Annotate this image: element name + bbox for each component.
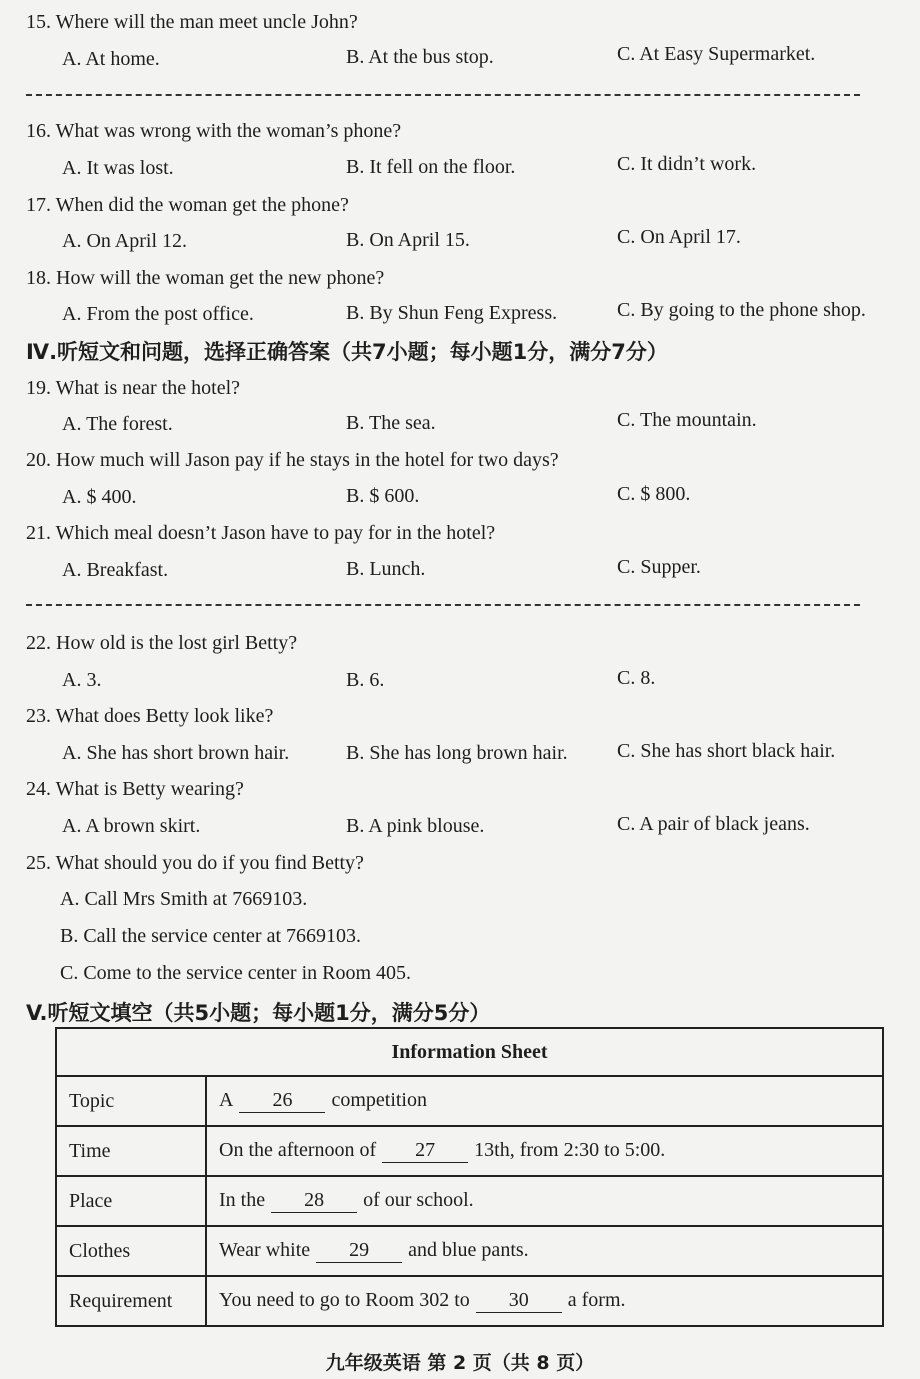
option-22a: A. 3. <box>62 669 102 691</box>
table-row <box>56 1076 883 1126</box>
option-17a: A. On April 12. <box>62 230 187 252</box>
question-15: 15. Where will the man meet uncle John? <box>26 11 358 33</box>
row-label: Clothes <box>56 1226 206 1276</box>
text-before-blank: On the afternoon of <box>219 1139 377 1161</box>
option-25a: A. Call Mrs Smith at 7669103. <box>60 888 308 910</box>
option-23c: C. She has short black hair. <box>617 740 836 762</box>
option-21a: A. Breakfast. <box>62 559 169 581</box>
option-18c: C. By going to the phone shop. <box>617 299 866 321</box>
text-after-blank: and blue pants. <box>408 1239 529 1261</box>
blank-29: 29 <box>316 1239 402 1263</box>
blank-30: 30 <box>476 1289 562 1313</box>
information-sheet-table <box>55 1027 884 1327</box>
question-23: 23. What does Betty look like? <box>26 705 274 727</box>
row-label: Topic <box>56 1076 206 1126</box>
option-17b: B. On April 15. <box>346 229 470 251</box>
option-21b: B. Lunch. <box>346 558 426 580</box>
question-24: 24. What is Betty wearing? <box>26 778 244 800</box>
option-22c: C. 8. <box>617 667 656 689</box>
option-19a: A. The forest. <box>62 413 173 435</box>
option-16c: C. It didn’t work. <box>617 153 757 175</box>
question-18: 18. How will the woman get the new phone? <box>26 267 385 289</box>
question-19: 19. What is near the hotel? <box>26 377 241 399</box>
question-21: 21. Which meal doesn’t Jason have to pay for in the hotel? <box>26 522 496 544</box>
text-after-blank: of our school. <box>363 1189 474 1211</box>
question-16: 16. What was wrong with the woman’s phone? <box>26 120 402 142</box>
text-before-blank: Wear white <box>219 1239 311 1261</box>
option-18a: A. From the post office. <box>62 303 254 325</box>
text-after-blank: a form. <box>567 1289 626 1311</box>
section-5-heading: V.听短文填空（共5小题；每小题1分，满分5分） <box>26 1001 491 1025</box>
section-4-heading: Ⅳ.听短文和问题，选择正确答案（共7小题；每小题1分，满分7分） <box>26 340 668 364</box>
option-24a: A. A brown skirt. <box>62 815 201 837</box>
row-content <box>206 1276 883 1326</box>
text-before-blank: A <box>219 1089 234 1111</box>
option-22b: B. 6. <box>346 669 385 691</box>
table-row <box>56 1176 883 1226</box>
information-sheet-title: Information Sheet <box>56 1028 883 1076</box>
blank-27: 27 <box>382 1139 468 1163</box>
option-18b: B. By Shun Feng Express. <box>346 302 558 324</box>
option-24c: C. A pair of black jeans. <box>617 813 810 835</box>
option-19c: C. The mountain. <box>617 409 757 431</box>
table-row <box>56 1126 883 1176</box>
text-before-blank: In the <box>219 1189 266 1211</box>
option-23b: B. She has long brown hair. <box>346 742 568 764</box>
blank-26: 26 <box>239 1089 325 1113</box>
row-content <box>206 1076 883 1126</box>
option-21c: C. Supper. <box>617 556 701 578</box>
option-20b: B. $ 600. <box>346 485 420 507</box>
option-16b: B. It fell on the floor. <box>346 156 516 178</box>
option-20a: A. $ 400. <box>62 486 137 508</box>
row-label: Time <box>56 1126 206 1176</box>
row-content <box>206 1176 883 1226</box>
question-22: 22. How old is the lost girl Betty? <box>26 632 298 654</box>
row-label: Place <box>56 1176 206 1226</box>
question-25: 25. What should you do if you find Betty? <box>26 852 364 874</box>
option-25c: C. Come to the service center in Room 405. <box>60 962 412 984</box>
text-after-blank: 13th, from 2:30 to 5:00. <box>474 1139 666 1161</box>
option-15b: B. At the bus stop. <box>346 46 494 68</box>
row-content <box>206 1226 883 1276</box>
option-23a: A. She has short brown hair. <box>62 742 290 764</box>
text-after-blank: competition <box>331 1089 427 1111</box>
text-before-blank: You need to go to Room 302 to <box>219 1289 470 1311</box>
table-header-row <box>56 1028 883 1076</box>
option-24b: B. A pink blouse. <box>346 815 485 837</box>
option-20c: C. $ 800. <box>617 483 691 505</box>
option-19b: B. The sea. <box>346 412 436 434</box>
option-15c: C. At Easy Supermarket. <box>617 43 816 65</box>
option-16a: A. It was lost. <box>62 157 174 179</box>
option-15a: A. At home. <box>62 48 160 70</box>
dashed-divider <box>26 94 860 96</box>
row-label: Requirement <box>56 1276 206 1326</box>
question-20: 20. How much will Jason pay if he stays in the hotel for two days? <box>26 449 559 471</box>
table-row <box>56 1226 883 1276</box>
dashed-divider <box>26 604 860 606</box>
page-footer: 九年级英语 第 2 页（共 8 页） <box>325 1352 595 1374</box>
question-17: 17. When did the woman get the phone? <box>26 194 349 216</box>
table-row <box>56 1276 883 1326</box>
row-content <box>206 1126 883 1176</box>
option-17c: C. On April 17. <box>617 226 741 248</box>
blank-28: 28 <box>271 1189 357 1213</box>
option-25b: B. Call the service center at 7669103. <box>60 925 362 947</box>
